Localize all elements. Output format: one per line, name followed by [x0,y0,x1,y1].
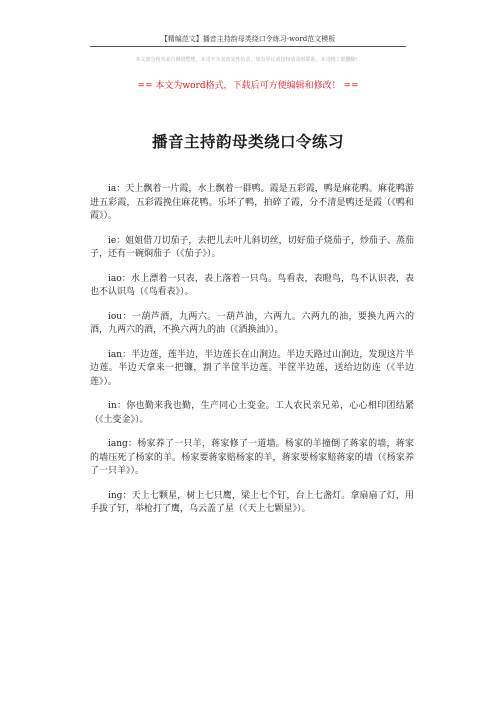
paragraph-iao: iao：水上漂着一只表，表上落着一只鸟。鸟看表，表瞪鸟，鸟不认识表，表也不认识鸟（《鸟看表》）。 [90,273,414,297]
paragraph-ian: ian：半边莲，莲半边，半边莲长在山涧边。半边天路过山涧边，发现这片半边莲。半边天拿来一把镰，割了半筐半边莲。半筐半边莲，送给边防连（《半边莲》）。 [90,349,414,387]
page-header: 【精编范文】播音主持韵母类绕口令练习-word范文模板 [160,35,336,43]
document-body [90,183,414,528]
paragraph-ia: ia：天上飘着一片霞，水上飘着一群鸭。霞是五彩霞，鸭是麻花鸭。麻花鸭游进五彩霞，五彩霞挽住麻花鸭。乐坏了鸭，拍碎了霞，分不清是鸭还是霞（《鸭和霞》）。 [90,184,414,221]
paragraph-iang: iang：杨家养了一只羊，蒋家修了一道墙。杨家的羊撞倒了蒋家的墙，蒋家的墙压死了杨家的羊。杨家要蒋家赔杨家的羊，蒋家要杨家赔蒋家的墙（《杨家养了一只羊》）。 [90,439,414,476]
word-format-notice: == 本文为word格式，下载后可方便编辑和修改！ == [137,81,359,91]
paragraph-ie: ie：姐姐借刀切茄子，去把儿去叶儿斜切丝，切好茄子烧茄子，炒茄子、蒸茄子，还有一碗焖茄子（《茄子》）。 [90,235,414,259]
paragraph-iou: iou：一葫芦酒，九两六。一葫芦油，六两九。六两九的油，要换九两六的酒，九两六的酒，不换六两九的油（《酒换油》）。 [90,311,414,335]
disclaimer-text: 本文部分内容来自网络整理，本司不为其真实性负责，如有异议或侵权请及时联系，本司将立即删除！ [135,57,361,63]
paragraph-ing: ing：天上七颗星，树上七只鹰，梁上七个钉，台上七盏灯。拿扇扇了灯，用手拔了钉，举枪打了鹰，乌云盖了星（《天上七颗星》）。 [90,490,414,514]
header-divider [90,46,406,47]
document-title: 播音主持韵母类绕口令练习 [151,132,344,151]
paragraph-in: in：你也勤来我也勤，生产同心土变金。工人农民亲兄弟，心心相印团结紧（《土变金》）。 [90,401,414,425]
